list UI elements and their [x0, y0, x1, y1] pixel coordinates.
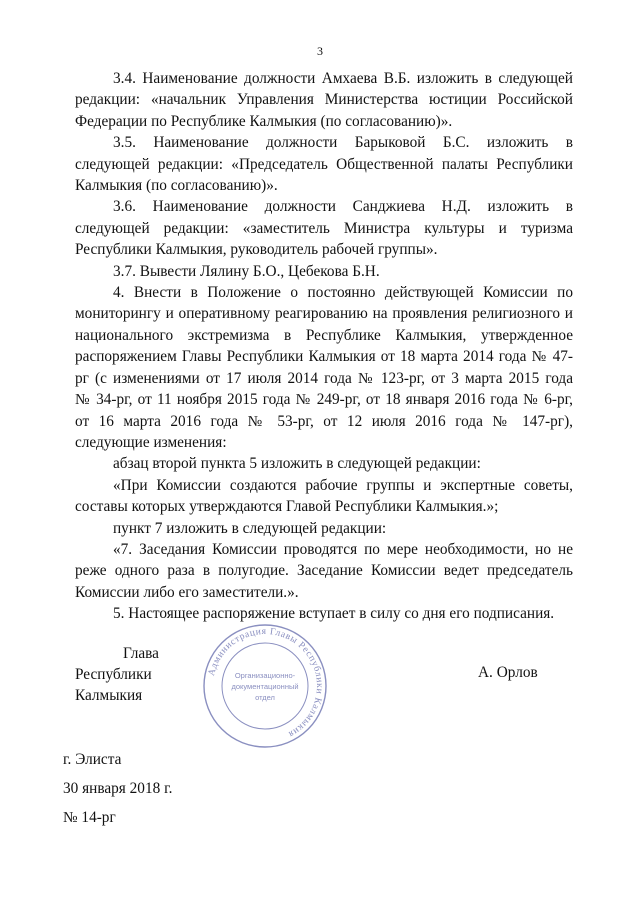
- signatory-name: А. Орлов: [478, 664, 538, 681]
- text-line: 3.5. Наименование должности Барыковой Б.С. изложить в: [113, 134, 573, 152]
- text-line: следующие изменения:: [75, 433, 227, 451]
- page-number: 3: [317, 44, 323, 58]
- document-footer: [63, 751, 172, 838]
- paragraph-quote-1: [75, 475, 573, 518]
- text-line: рг (с изменениями от 17 июля 2014 года № 123-рг, от 3 марта 2015 года: [75, 369, 573, 387]
- text-line: 3.4. Наименование должности Амхаева В.Б. изложить в следующей: [113, 70, 573, 87]
- paragraph-punkt-7: [75, 518, 573, 539]
- text-line: 5. Настоящее распоряжение вступает в силу со дня его подписания.: [113, 605, 555, 623]
- text-line: национального экстремизма в Республике Калмыкия, утвержденное: [75, 326, 573, 344]
- paragraph-3-5: [75, 132, 573, 196]
- footer-city: г. Элиста: [63, 751, 122, 768]
- paragraph-4: [75, 282, 573, 453]
- seal-outer-text: Администрация Главы Республики Калмыкия: [206, 625, 326, 740]
- text-line: распоряжением Главы Республики Калмыкия от 18 марта 2014 года № 47-: [75, 348, 573, 366]
- paragraph-3-7: [75, 261, 573, 282]
- seal-inner-line-2: документационный: [231, 682, 299, 691]
- official-seal: [201, 622, 329, 750]
- seal-inner-line-3: отдел: [255, 693, 275, 702]
- text-line: редакции: «начальник Управления Министерства юстиции Российской: [75, 91, 573, 109]
- paragraph-abzac: [75, 453, 573, 474]
- footer-date: 30 января 2018 г.: [63, 780, 173, 797]
- text-line: Республики Калмыкия, руководитель рабочей группы».: [75, 241, 438, 259]
- text-line: Комиссии либо его заместители.».: [75, 583, 299, 601]
- text-line: 3.6. Наименование должности Санджиева Н.Д. изложить в: [113, 198, 573, 216]
- text-line: следующей редакции: «Председатель Общественной палаты Республики: [75, 155, 573, 173]
- paragraph-3-6: [75, 196, 573, 260]
- text-line: «При Комиссии создаются рабочие группы и экспертные советы,: [113, 476, 573, 494]
- text-line: Федерации по Республике Калмыкия (по согласованию)».: [75, 112, 453, 130]
- text-line: следующей редакции: «заместитель Министра культуры и туризма: [75, 219, 573, 237]
- text-line: реже одного раза в полугодие. Заседание Комиссии ведет председатель: [75, 562, 573, 580]
- text-line: мониторингу и оперативному реагированию на проявления религиозного и: [75, 305, 573, 323]
- text-line: 3.7. Вывести Лялину Б.О., Цебекова Б.Н.: [113, 262, 380, 280]
- text-line: «7. Заседания Комиссии проводятся по мере необходимости, но не: [113, 540, 573, 558]
- footer-number: № 14-рг: [63, 809, 116, 826]
- seal-inner-line-1: Организационно-: [234, 671, 296, 680]
- text-line: № 34-рг, от 11 ноября 2015 года № 249-рг, от 18 января 2016 года № 6-рг,: [75, 391, 573, 409]
- text-line: составы которых утверждаются Главой Республики Калмыкия.»;: [75, 498, 499, 516]
- text-line: пункт 7 изложить в следующей редакции:: [113, 519, 387, 537]
- text-line: от 16 марта 2016 года № 53-рг, от 12 июля 2016 года № 147-рг),: [75, 412, 573, 430]
- signatory-title: [75, 643, 215, 706]
- text-line: абзац второй пункта 5 изложить в следующей редакции:: [113, 455, 481, 473]
- text-line: Калмыкия (по согласованию)».: [75, 177, 278, 195]
- paragraph-quote-2: [75, 539, 573, 603]
- paragraph-3-4: [75, 68, 573, 132]
- signatory-title-line-1: Глава: [123, 645, 159, 662]
- text-line: 4. Внести в Положение о постоянно действующей Комиссии по: [113, 284, 573, 302]
- signatory-title-line-2: Республики Калмыкия: [75, 666, 152, 704]
- document-body: [75, 68, 573, 625]
